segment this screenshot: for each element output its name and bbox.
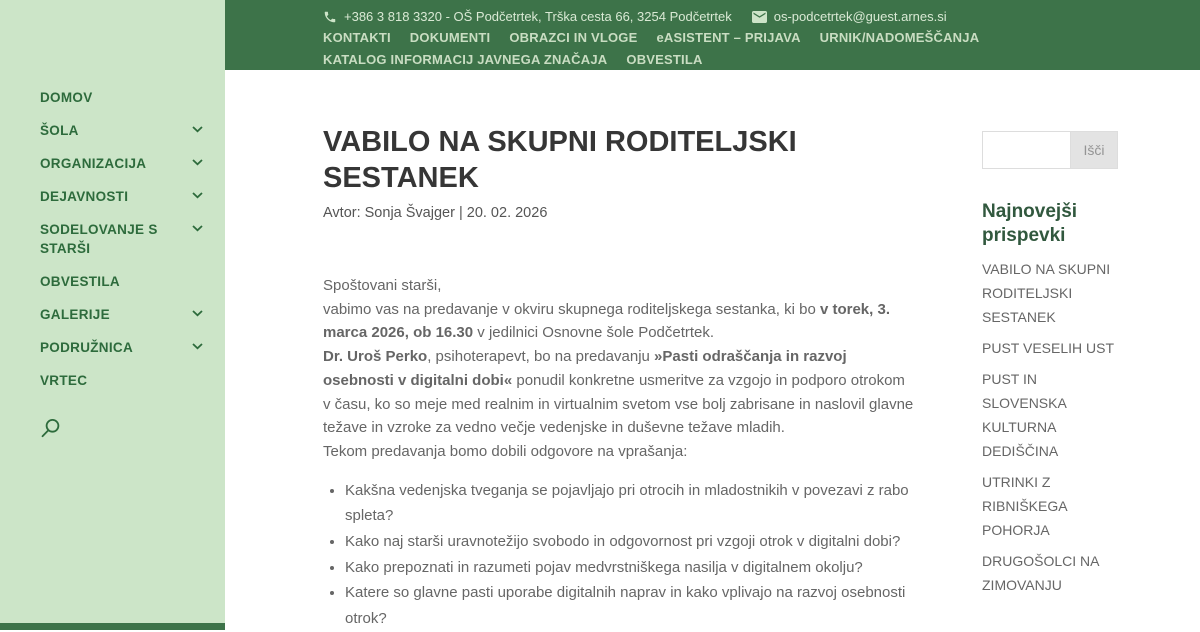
recent-posts-heading: Najnovejši prispevki (982, 201, 1078, 246)
chevron-down-icon (192, 126, 203, 133)
chevron-down-icon (192, 225, 203, 232)
right-sidebar (982, 131, 1118, 604)
sidebar-item-obvestila[interactable] (40, 272, 203, 291)
paragraph-greeting: Spoštovani starši, (323, 277, 442, 294)
text-run: v jedilnici Osnovne šole Podčetrtek. (473, 324, 715, 342)
text-run-bold: »Pasti odraščanja in razvoj osebnosti v digitalni dobi« (323, 348, 847, 389)
nav-easistent-prijava[interactable]: eASISTENT – PRIJAVA (656, 30, 801, 45)
paragraph-questions-intro: Tekom predavanja bomo dobili odgovore na vprašanja: (323, 442, 688, 460)
nav-obvestila-top[interactable]: OBVESTILA (626, 52, 703, 67)
sidebar-item-sola[interactable] (40, 121, 203, 140)
nav-dokumenti[interactable]: DOKUMENTI (409, 30, 491, 45)
sidebar-item-label: SODELOVANJE S STARŠI (40, 222, 158, 256)
list-item: • Katere so glavne pasti uporabe digitalnih naprav in kako vplivajo na razvoj osebnosti otrok? (345, 580, 915, 631)
page-title: VABILO NA SKUPNI RODITELJSKI SESTANEK (323, 126, 797, 194)
text-run: vabimo vas na predavanje v okviru skupnega roditeljskega sestanka, ki bo (323, 300, 820, 318)
nav-obrazci-in-vloge[interactable]: OBRAZCI IN VLOGE (509, 30, 638, 45)
recent-post-link[interactable]: VABILO NA SKUPNI RODITELJSKI SESTANEK (982, 261, 1111, 325)
search-icon[interactable] (40, 418, 61, 439)
author-prefix: Avtor: (323, 205, 365, 221)
sidebar-item-podruznica[interactable] (40, 338, 203, 357)
sidebar-item-domov[interactable] (40, 88, 203, 107)
sidebar-item-label: ORGANIZACIJA (40, 156, 147, 171)
recent-post-link[interactable]: DRUGOŠOLCI NA ZIMOVANJU (982, 553, 1099, 593)
paragraph-lecturer (323, 345, 915, 440)
chevron-down-icon (192, 343, 203, 350)
sidebar-item-label: DEJAVNOSTI (40, 189, 129, 204)
chevron-down-icon (192, 310, 203, 317)
sidebar-item-vrtec[interactable] (40, 371, 203, 390)
nav-katalog-informacij[interactable]: KATALOG INFORMACIJ JAVNEGA ZNAČAJA (323, 52, 608, 67)
recent-post-link[interactable]: UTRINKI Z RIBNIŠKEGA POHORJA (982, 474, 1067, 538)
sidebar-item-label: ŠOLA (40, 123, 79, 138)
text-run-bold: v torek, 3. marca 2026, ob 16.30 (323, 300, 890, 342)
recent-post-link[interactable]: PUST VESELIH UST (982, 340, 1115, 356)
search-form (982, 131, 1118, 169)
phone-address-text: +386 3 818 3320 - OŠ Podčetrtek, Trška cesta 66, 3254 Podčetrtek (344, 9, 732, 24)
sidebar-item-label: PODRUŽNICA (40, 340, 133, 355)
article (323, 124, 915, 632)
sidebar-item-label: GALERIJE (40, 307, 110, 322)
post-date: 20. 02. 2026 (466, 205, 548, 221)
sidebar-item-sodelovanje-s-starsi[interactable] (40, 220, 203, 258)
nav-kontakti[interactable]: KONTAKTI (323, 30, 391, 45)
recent-post-link[interactable]: PUST IN SLOVENSKA KULTURNA DEDIŠČINA (982, 371, 1067, 459)
envelope-icon (752, 11, 767, 23)
phone-icon (323, 10, 337, 24)
chevron-down-icon (192, 159, 203, 166)
list-item: • Kakšna vedenjska tveganja se pojavljajo pri otrocih in mladostnikih v povezavi z rabo spleta? (345, 478, 915, 529)
meta-separator: | (454, 205, 467, 221)
author-name[interactable]: Sonja Švajger (364, 205, 455, 221)
post-meta (323, 205, 915, 221)
header-nav-row-1 (323, 30, 1200, 45)
text-run: , psihoterapevt, bo na predavanju (427, 348, 655, 366)
search-input[interactable] (982, 131, 1071, 169)
sidebar-bottom-strip (0, 623, 225, 630)
search-button[interactable]: Išči (1071, 131, 1118, 169)
text-run-bold: Dr. Uroš Perko (323, 348, 428, 366)
sidebar-item-label: OBVESTILA (40, 274, 120, 289)
nav-urnik-nadomescanja[interactable]: URNIK/NADOMEŠČANJA (819, 30, 980, 45)
post-body (323, 274, 915, 632)
questions-list (323, 478, 915, 632)
sidebar-item-organizacija[interactable] (40, 154, 203, 173)
email-link[interactable]: os-podcetrtek@guest.arnes.si (773, 9, 947, 24)
sidebar-item-dejavnosti[interactable] (40, 187, 203, 206)
contact-row (323, 8, 1200, 25)
sidebar-item-label: DOMOV (40, 90, 93, 105)
paragraph-invitation (323, 298, 915, 345)
text-run: ponudil konkretne usmeritve za vzgojo in podporo otrokom v času, ko so meje med realnim in virtualnim svetom vse bolj zabrisane in naslovil glavne težave in vzroke za vedno večje vedenjske in duševne težave mladih. (323, 371, 914, 437)
header-nav-row-2 (323, 52, 1200, 67)
sidebar-item-galerije[interactable] (40, 305, 203, 324)
recent-posts-list (982, 257, 1118, 597)
left-sidebar (0, 0, 225, 630)
list-item: • Kako prepoznati in razumeti pojav medvrstniškega nasilja v digitalnem okolju? (345, 555, 915, 581)
list-item: • Kako naj starši uravnotežijo svobodo in odgovornost pri vzgoji otrok v digitalni dobi? (345, 529, 915, 555)
sidebar-item-label: VRTEC (40, 373, 88, 388)
chevron-down-icon (192, 192, 203, 199)
